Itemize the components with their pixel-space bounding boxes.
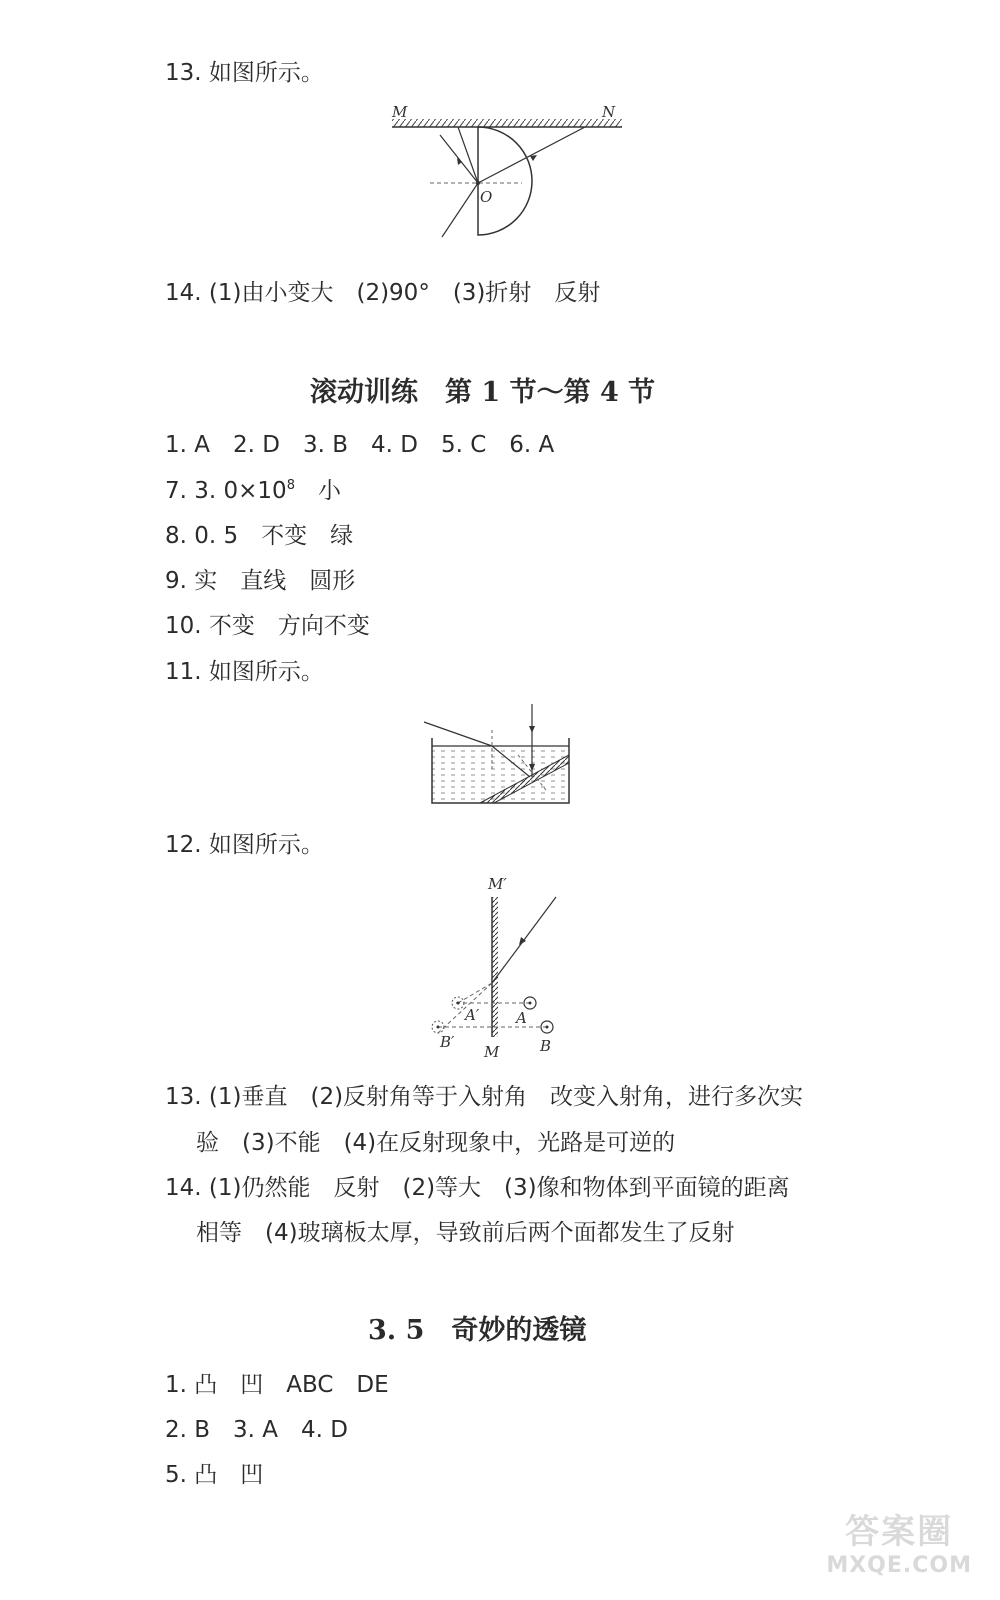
label-m-prime: M′ [488, 875, 507, 893]
lens-answer-1: 1. 凸 凹 ABC DE [165, 1372, 389, 1398]
label-m: M [392, 103, 408, 121]
answer-14-line1: 14. (1)仍然能 反射 (2)等大 (3)像和物体到平面镜的距离 [165, 1175, 790, 1201]
watermark [826, 1504, 972, 1578]
watermark-cn: 答案圈 [845, 1512, 954, 1552]
label-a: A [516, 1009, 527, 1027]
answer-7-suffix: 小 [294, 478, 341, 504]
ray-up [458, 127, 478, 183]
lens-answers-2-4: 2. B 3. A 4. D [165, 1417, 348, 1443]
label-m: M [484, 1043, 500, 1061]
watermark-url: MXQE.COM [826, 1553, 972, 1578]
answer-11: 11. 如图所示。 [165, 659, 324, 685]
label-b-prime: B′ [440, 1033, 455, 1051]
answer-8: 8. 0. 5 不变 绿 [165, 523, 354, 549]
water-tank-figure [420, 700, 585, 810]
section-title-rolling-training: 滚动训练 第 1 节～第 4 节 [310, 377, 656, 408]
mirror-hatch [492, 897, 498, 1037]
answer-10: 10. 不变 方向不变 [165, 613, 370, 639]
answer-7 [165, 476, 341, 506]
mirror-hatch [392, 119, 622, 127]
arrow-head [529, 726, 535, 733]
answer-9: 9. 实 直线 圆形 [165, 568, 356, 594]
label-b: B [540, 1037, 552, 1055]
answer-13-line2: 验 (3)不能 (4)在反射现象中，光路是可逆的 [196, 1130, 676, 1156]
label-a-prime: A′ [465, 1006, 480, 1024]
plane-mirror-figure [420, 875, 580, 1060]
answers-1-6: 1. A 2. D 3. B 4. D 5. C 6. A [165, 432, 555, 458]
answer-13-line1: 13. (1)垂直 (2)反射角等于入射角 改变入射角，进行多次实 [165, 1084, 804, 1110]
incident-ray [424, 722, 492, 746]
answer-14-line2: 相等 (4)玻璃板太厚，导致前后两个面都发生了反射 [196, 1220, 735, 1246]
section-title-lens: 3. 5 奇妙的透镜 [368, 1315, 587, 1346]
incident-ray [442, 183, 478, 237]
arrow-head [530, 155, 537, 161]
answer-12: 12. 如图所示。 [165, 832, 324, 858]
answer-7-exponent: 8 [286, 478, 295, 493]
question-13: 13. 如图所示。 [165, 60, 324, 86]
question-14: 14. (1)由小变大 (2)90° (3)折射 反射 [165, 280, 601, 306]
answer-7-text: 7. 3. 0×10 [165, 478, 287, 504]
label-o: O [480, 188, 493, 206]
semicircle-glass [478, 127, 532, 235]
reflected-in-ray [440, 135, 478, 183]
semicircle-refraction-figure [380, 105, 640, 250]
point-o [476, 181, 480, 185]
lens-answer-5: 5. 凸 凹 [165, 1462, 264, 1488]
label-n: N [602, 103, 616, 121]
